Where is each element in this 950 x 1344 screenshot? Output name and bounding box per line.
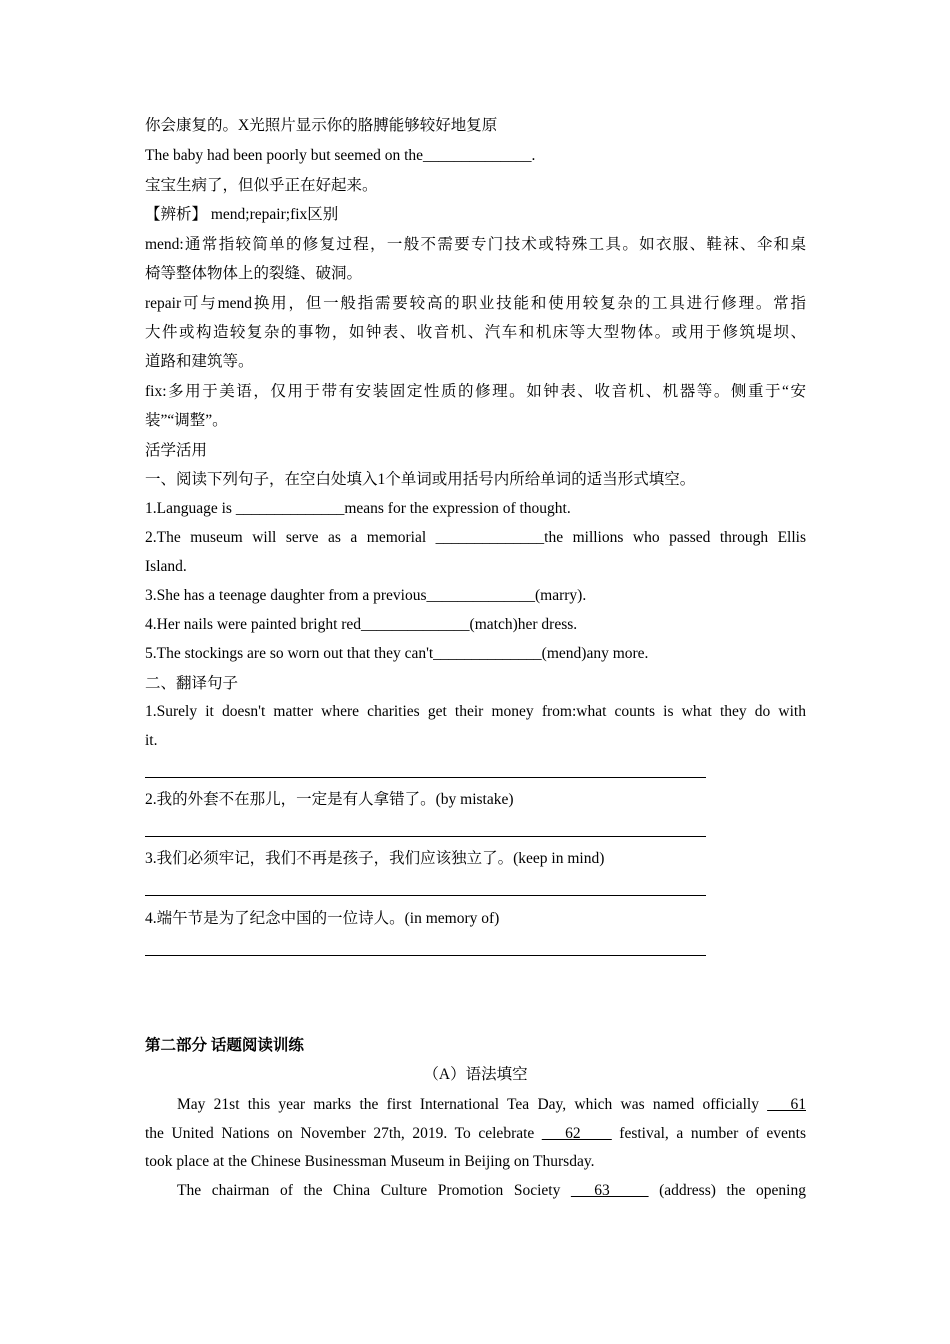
passage-text: the United Nations on November 27th, 2019. To celebrate: [145, 1125, 542, 1142]
passage-text: festival, a number of events: [611, 1125, 806, 1142]
question-2-line-1: 2.The museum will serve as a memorial ______________the millions who passed through Ellis: [145, 529, 806, 546]
mend-line-2: 椅等整体物体上的裂缝、破洞。: [145, 265, 363, 282]
answer-line-2[interactable]: [145, 836, 706, 837]
question-4: 4.Her nails were painted bright red______________(match)her dress.: [145, 616, 578, 633]
passage-text: (address) the opening: [648, 1182, 806, 1199]
section-title: 第二部分 话题阅读训练: [145, 1037, 304, 1054]
blank-61: ___61: [767, 1096, 806, 1113]
translate-4: 4.端午节是为了纪念中国的一位诗人。(in memory of): [145, 910, 500, 927]
translate-2: 2.我的外套不在那儿，一定是有人拿错了。(by mistake): [145, 791, 514, 808]
practice-title: 活学活用: [145, 442, 208, 459]
mend-line-1: mend:通常指较简单的修复过程，一般不需要专门技术或特殊工具。如衣服、鞋袜、伞和桌: [145, 236, 806, 253]
passage-text: May 21st this year marks the first International Tea Day, which was named officially: [177, 1096, 768, 1113]
section-subtitle: （A）语法填空: [423, 1066, 528, 1083]
question-5: 5.The stockings are so worn out that they can't______________(mend)any more.: [145, 645, 649, 662]
blank-62: ___62____: [541, 1125, 612, 1142]
question-2-line-2: Island.: [145, 558, 187, 575]
vocab-line-3: 宝宝生病了，但似乎正在好起来。: [145, 177, 378, 194]
passage-p2-line-1: [145, 1181, 806, 1201]
answer-line-1[interactable]: [145, 777, 706, 778]
translate-1-line-1: 1.Surely it doesn't matter where charities get their money from:what counts is what they do with: [145, 703, 806, 720]
analysis-heading: 【辨析】 mend;repair;fix区别: [145, 206, 339, 223]
answer-line-4[interactable]: [145, 955, 706, 956]
vocab-line-1: 你会康复的。X光照片显示你的胳膊能够较好地复原: [145, 117, 498, 134]
answer-line-3[interactable]: [145, 895, 706, 896]
vocab-line-2: The baby had been poorly but seemed on the______________.: [145, 147, 536, 164]
fix-line-2: 装”“调整”。: [145, 412, 228, 429]
part1-title: 一、阅读下列句子，在空白处填入1个单词或用括号内所给单词的适当形式填空。: [145, 471, 696, 488]
question-1: 1.Language is ______________means for the expression of thought.: [145, 500, 571, 517]
fix-line-1: fix:多用于美语，仅用于带有安装固定性质的修理。如钟表、收音机、机器等。侧重于“安: [145, 383, 806, 400]
repair-line-1: repair可与mend换用，但一般指需要较高的职业技能和使用较复杂的工具进行修理。常指: [145, 295, 806, 312]
translate-3: 3.我们必须牢记，我们不再是孩子，我们应该独立了。(keep in mind): [145, 850, 605, 867]
passage-p1-line-3: took place at the Chinese Businessman Museum in Beijing on Thursday.: [145, 1153, 595, 1170]
repair-line-2: 大件或构造较复杂的事物，如钟表、收音机、汽车和机床等大型物体。或用于修筑堤坝、: [145, 324, 806, 341]
question-3: 3.She has a teenage daughter from a previous______________(marry).: [145, 587, 587, 604]
blank-63: ___63_____: [570, 1182, 649, 1199]
passage-p1-line-2: [145, 1124, 806, 1144]
repair-line-3: 道路和建筑等。: [145, 353, 254, 370]
part2-title: 二、翻译句子: [145, 675, 239, 692]
passage-text: The chairman of the China Culture Promotion Society: [177, 1182, 571, 1199]
translate-1-line-2: it.: [145, 732, 158, 749]
passage-p1-line-1: [145, 1095, 806, 1115]
